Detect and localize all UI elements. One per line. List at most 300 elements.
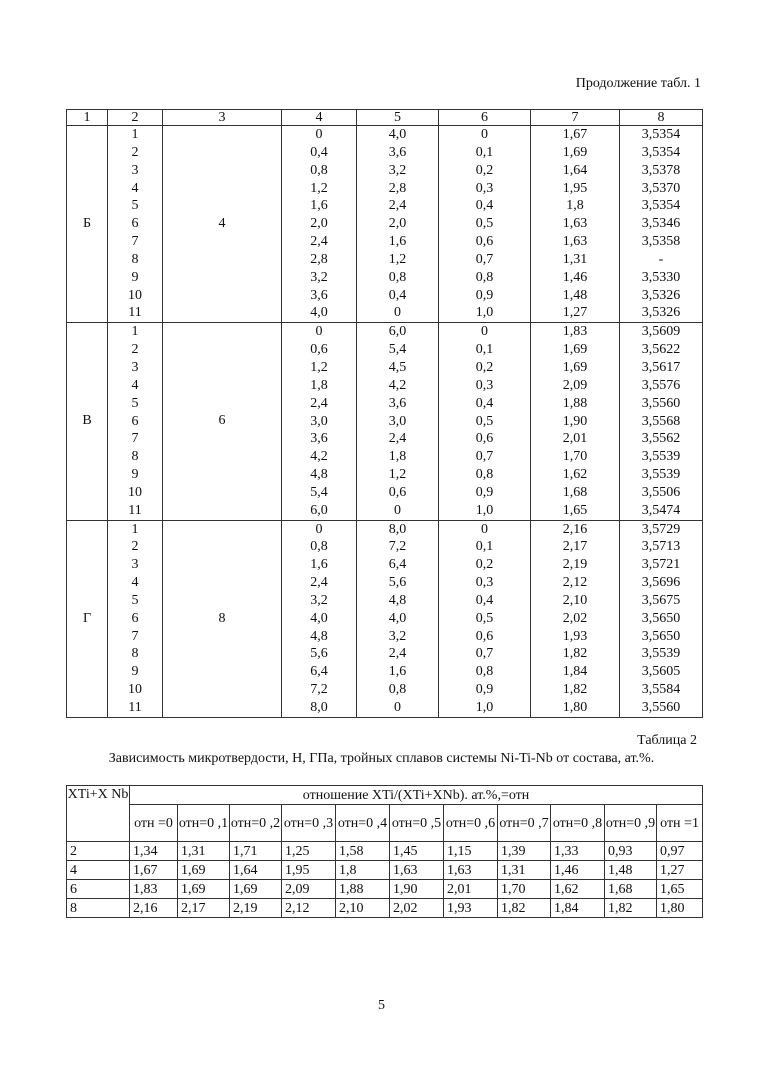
table-cell: 0,8 — [388, 269, 407, 285]
table-cell: 3,5370 — [641, 180, 681, 196]
table-cell: 1,93 — [562, 628, 588, 644]
table-cell: 1,8 — [336, 861, 390, 880]
data-column — [282, 126, 357, 323]
table-cell: 4 — [131, 180, 139, 196]
table-cell: 1,69 — [562, 144, 588, 160]
row-label: 2 — [67, 842, 130, 861]
table-cell: 1,64 — [230, 861, 282, 880]
table-cell: 0,3 — [475, 180, 494, 196]
table-cell: 1,62 — [562, 467, 588, 483]
table-cell: 0,4 — [475, 198, 494, 214]
table-cell: 3,5675 — [641, 592, 681, 608]
table-cell: 1,48 — [605, 861, 657, 880]
table-cell: 0,6 — [475, 431, 494, 447]
table-cell: 2,09 — [562, 377, 588, 393]
row-header: XTi+X Nb — [67, 786, 130, 842]
table-cell: 1,95 — [282, 861, 336, 880]
table-cell: 2,12 — [562, 575, 588, 591]
table-cell: 1,46 — [551, 861, 605, 880]
column-header: 2 — [108, 110, 163, 126]
table-cell: 3,2 — [310, 269, 328, 285]
data-column — [531, 323, 620, 520]
table-cell: 7,2 — [388, 539, 407, 555]
table-cell: 1,82 — [498, 899, 551, 918]
table-cell: 1,82 — [562, 682, 588, 698]
table-cell: 1,67 — [562, 127, 588, 142]
table-cell: 1,69 — [178, 861, 230, 880]
column-header: отн=0 ,9 — [605, 805, 657, 842]
table-cell: 1,48 — [562, 287, 588, 303]
data-column — [620, 126, 703, 323]
table-cell: 1,8 — [566, 198, 584, 214]
table-cell: 3 — [131, 162, 139, 178]
table-cell: 10 — [128, 682, 142, 698]
column-header: 5 — [357, 110, 439, 126]
table-cell: 3,5622 — [641, 342, 681, 358]
table-cell: 7,2 — [310, 682, 328, 698]
table-cell: 0,9 — [475, 484, 494, 500]
row-label: 8 — [67, 899, 130, 918]
table-cell: 7 — [131, 234, 139, 250]
table-cell: 0,1 — [475, 539, 494, 555]
table-cell: 5,6 — [388, 575, 407, 591]
table-cell: 1,8 — [388, 449, 407, 465]
continuation-label: Продолжение табл. 1 — [575, 76, 701, 91]
table-cell: 3,5568 — [641, 413, 681, 429]
table-cell: 0 — [481, 324, 488, 340]
column-header: отн=0 ,1 — [178, 805, 230, 842]
table-cell: 0,6 — [310, 342, 328, 358]
data-column — [439, 323, 531, 520]
table-cell: 3,5326 — [641, 305, 681, 321]
table-cell: 8,0 — [388, 521, 407, 537]
table-cell: 2 — [131, 342, 139, 358]
table-cell: 1,2 — [388, 251, 407, 267]
table-cell: 2,4 — [388, 646, 407, 662]
table-cell: 1,68 — [605, 880, 657, 899]
table-cell: 3,5729 — [641, 521, 681, 537]
table-cell: 2,19 — [230, 899, 282, 918]
table-cell: 3,0 — [310, 413, 328, 429]
data-column — [108, 126, 163, 323]
table-cell: 3,5506 — [641, 484, 681, 500]
group-label: Г — [67, 520, 108, 717]
table-cell: 0 — [481, 127, 488, 142]
group-label: В — [67, 323, 108, 520]
table-cell: 8 — [131, 449, 139, 465]
table-cell: 1,27 — [657, 861, 703, 880]
table-cell: 1,31 — [178, 842, 230, 861]
table-cell: 3,5584 — [641, 682, 681, 698]
table-cell: 0,8 — [475, 664, 494, 680]
table-cell: 3,2 — [388, 628, 407, 644]
data-column — [439, 520, 531, 717]
table-cell: 1,88 — [562, 395, 588, 411]
table-cell: 0,9 — [475, 682, 494, 698]
table-cell: 5,4 — [388, 342, 407, 358]
column-header: отн=0 ,3 — [282, 805, 336, 842]
data-column — [282, 323, 357, 520]
table-cell: 0,7 — [475, 251, 494, 267]
table-cell: 1,15 — [444, 842, 498, 861]
table-cell: 3,5539 — [641, 449, 681, 465]
table-cell: 1,80 — [657, 899, 703, 918]
table-subheader-row — [67, 805, 703, 842]
table-row — [67, 861, 703, 880]
table-cell: 1,64 — [562, 162, 588, 178]
table-cell: 9 — [131, 664, 139, 680]
table-cell: 0,5 — [475, 610, 494, 626]
data-column — [357, 126, 439, 323]
table-cell: 1,58 — [336, 842, 390, 861]
table-cell: 0,8 — [475, 269, 494, 285]
table-cell: 0,5 — [475, 413, 494, 429]
table-cell: 2,17 — [178, 899, 230, 918]
table-cell: 0 — [394, 700, 401, 715]
table-cell: 1,65 — [657, 880, 703, 899]
table-cell: 0,4 — [310, 144, 328, 160]
table-cell: 1,80 — [562, 700, 588, 715]
table-cell: 0,5 — [475, 216, 494, 232]
table-cell: 11 — [128, 700, 142, 715]
table-cell: 0,2 — [475, 557, 494, 573]
table-cell: 6,0 — [388, 324, 407, 340]
table-cell: 1,63 — [562, 234, 588, 250]
table-cell: 1,69 — [562, 342, 588, 358]
table-cell: 2,12 — [282, 899, 336, 918]
table-cell: 1 — [131, 521, 139, 537]
table-cell: 1,6 — [310, 198, 328, 214]
table-cell: 3,5539 — [641, 646, 681, 662]
table-cell: 1,63 — [562, 216, 588, 232]
table-cell: 3,5346 — [641, 216, 681, 232]
column-header: 6 — [439, 110, 531, 126]
table-cell: 1,68 — [562, 484, 588, 500]
table-cell: 2 — [131, 144, 139, 160]
table-cell: 2,16 — [562, 521, 588, 537]
table-cell: 0 — [394, 502, 401, 518]
table-cell: 7 — [131, 431, 139, 447]
table-cell: 2,4 — [388, 431, 407, 447]
table-cell: 4,8 — [310, 467, 328, 483]
row-label: 4 — [67, 861, 130, 880]
table-cell: 1,0 — [475, 700, 494, 715]
table-row — [67, 880, 703, 899]
table-row — [67, 842, 703, 861]
table-cell: 8 — [131, 646, 139, 662]
table-cell: 0,4 — [388, 287, 407, 303]
table-cell: - — [658, 251, 664, 267]
data-column — [282, 520, 357, 717]
table-cell: 4,8 — [310, 628, 328, 644]
table-cell: 5,4 — [310, 484, 328, 500]
table-cell: 3,5562 — [641, 431, 681, 447]
table-cell: 4,2 — [310, 449, 328, 465]
data-column — [439, 126, 531, 323]
table-cell: 1,63 — [444, 861, 498, 880]
table-cell: 1,69 — [178, 880, 230, 899]
page-number: 5 — [378, 998, 385, 1013]
table-cell: 0,1 — [475, 144, 494, 160]
table-cell: 0 — [315, 127, 323, 142]
table-cell: 10 — [128, 287, 142, 303]
table-cell: 3,6 — [310, 287, 328, 303]
table-cell: 2,10 — [336, 899, 390, 918]
table-cell: 0,1 — [475, 342, 494, 358]
table-cell: 1,84 — [551, 899, 605, 918]
table-cell: 0,8 — [475, 467, 494, 483]
table-cell: 0,8 — [388, 682, 407, 698]
table-cell: 1,82 — [605, 899, 657, 918]
table-cell: 3,5576 — [641, 377, 681, 393]
table-cell: 1,71 — [230, 842, 282, 861]
table-cell: 1,34 — [130, 842, 178, 861]
table-cell: 4,0 — [388, 610, 407, 626]
table-row — [67, 899, 703, 918]
table-2 — [66, 785, 703, 918]
column-header: отн=0 ,4 — [336, 805, 390, 842]
table-cell: 1,90 — [562, 413, 588, 429]
table-cell: 1,2 — [310, 359, 328, 375]
table-cell: 1 — [131, 324, 139, 340]
table-cell: 0,93 — [605, 842, 657, 861]
table-cell: 0,7 — [475, 646, 494, 662]
table-cell: 2,09 — [282, 880, 336, 899]
column-header: 4 — [282, 110, 357, 126]
table-cell: 3,5617 — [641, 359, 681, 375]
table-cell: 1,45 — [390, 842, 444, 861]
table-2-caption: Зависимость микротвердости, H, ГПа, тройных сплавов системы Ni-Ti-Nb от состава, ат.%. — [108, 751, 655, 766]
table-cell: 6,0 — [310, 502, 328, 518]
table-cell: 7 — [131, 628, 139, 644]
table-cell: 0,3 — [475, 575, 494, 591]
table-cell: 1,39 — [498, 842, 551, 861]
table-cell: 0 — [315, 324, 323, 340]
table-cell: 0,2 — [475, 359, 494, 375]
table-cell: 0,4 — [475, 395, 494, 411]
table-cell: 1,6 — [388, 234, 407, 250]
table-cell: 1,2 — [310, 180, 328, 196]
table-header-row — [67, 786, 703, 805]
table-cell: 3,5354 — [641, 144, 681, 160]
table-cell: 1,95 — [562, 180, 588, 196]
table-cell: 3,6 — [388, 144, 407, 160]
column-header: 7 — [531, 110, 620, 126]
table-cell: 1,6 — [388, 664, 407, 680]
table-cell: 2,8 — [388, 180, 407, 196]
table-cell: 1,90 — [390, 880, 444, 899]
group-col3: 4 — [163, 126, 282, 323]
group-header: отношение XTi/(XTi+XNb). ат.%,=отн — [130, 786, 703, 805]
group-col3: 6 — [163, 323, 282, 520]
table-cell: 3,5354 — [641, 198, 681, 214]
table-cell: 3,5713 — [641, 539, 681, 555]
table-cell: 1 — [131, 127, 139, 142]
table-cell: 3,5609 — [641, 324, 681, 340]
table-cell: 1,93 — [444, 899, 498, 918]
table-cell: 6,4 — [388, 557, 407, 573]
table-cell: 4,0 — [310, 610, 328, 626]
table-cell: 3,5721 — [641, 557, 681, 573]
table-cell: 0,9 — [475, 287, 494, 303]
table-cell: 1,69 — [562, 359, 588, 375]
table-cell: 3,5326 — [641, 287, 681, 303]
table-cell: 5 — [131, 198, 139, 214]
table-cell: 2,0 — [310, 216, 328, 232]
table-group-row — [67, 323, 703, 520]
table-cell: 3,2 — [310, 592, 328, 608]
table-cell: 3,5358 — [641, 234, 681, 250]
table-cell: 3,5560 — [641, 395, 681, 411]
table-cell: 3,5650 — [641, 628, 681, 644]
table-cell: 2,8 — [310, 251, 328, 267]
table-cell: 1,31 — [562, 251, 588, 267]
table-cell: 1,82 — [562, 646, 588, 662]
table-cell: 4 — [131, 575, 139, 591]
table-cell: 1,27 — [562, 305, 588, 321]
table-cell: 2,02 — [562, 610, 588, 626]
table-cell: 10 — [128, 484, 142, 500]
row-label: 6 — [67, 880, 130, 899]
table-cell: 2,4 — [388, 198, 407, 214]
column-header: отн =0 — [130, 805, 178, 842]
data-column — [531, 126, 620, 323]
table-cell: 0,97 — [657, 842, 703, 861]
column-header: отн=0 ,7 — [498, 805, 551, 842]
table-cell: 3,5605 — [641, 664, 681, 680]
column-header: отн=0 ,2 — [230, 805, 282, 842]
column-header: отн =1 — [657, 805, 703, 842]
table-2-title: Таблица 2 — [637, 733, 697, 748]
table-cell: 9 — [131, 467, 139, 483]
table-cell: 5 — [131, 395, 139, 411]
table-cell: 1,0 — [475, 305, 494, 321]
table-cell: 6 — [131, 413, 139, 429]
table-cell: 0,8 — [310, 162, 328, 178]
table-cell: 4,5 — [388, 359, 407, 375]
data-column — [620, 520, 703, 717]
table-cell: 1,70 — [498, 880, 551, 899]
table-cell: 3,5474 — [641, 502, 681, 518]
table-cell: 1,83 — [130, 880, 178, 899]
table-cell: 1,46 — [562, 269, 588, 285]
table-cell: 4,8 — [388, 592, 407, 608]
table-cell: 3,5560 — [641, 700, 681, 715]
data-column — [620, 323, 703, 520]
table-1 — [66, 109, 703, 718]
column-header: отн=0 ,6 — [444, 805, 498, 842]
table-cell: 3,6 — [388, 395, 407, 411]
data-column — [108, 520, 163, 717]
table-cell: 1,0 — [475, 502, 494, 518]
table-cell: 1,2 — [388, 467, 407, 483]
table-cell: 8,0 — [310, 700, 328, 715]
column-header: 3 — [163, 110, 282, 126]
table-cell: 0,6 — [388, 484, 407, 500]
table-cell: 2,10 — [562, 592, 588, 608]
table-cell: 8 — [131, 251, 139, 267]
table-cell: 6 — [131, 610, 139, 626]
table-cell: 0,6 — [475, 234, 494, 250]
table-cell: 2,19 — [562, 557, 588, 573]
table-cell: 11 — [128, 502, 142, 518]
table-cell: 1,70 — [562, 449, 588, 465]
table-cell: 3,5354 — [641, 127, 681, 142]
table-cell: 2,01 — [444, 880, 498, 899]
table-group-row — [67, 126, 703, 323]
data-column — [357, 323, 439, 520]
table-cell: 3,5650 — [641, 610, 681, 626]
table-cell: 0,4 — [475, 592, 494, 608]
table-cell: 0,7 — [475, 449, 494, 465]
table-cell: 1,25 — [282, 842, 336, 861]
table-cell: 4,0 — [310, 305, 328, 321]
table-cell: 2,4 — [310, 395, 328, 411]
table-cell: 1,33 — [551, 842, 605, 861]
table-cell: 1,63 — [390, 861, 444, 880]
table-cell: 1,8 — [310, 377, 328, 393]
table-cell: 3,6 — [310, 431, 328, 447]
table-cell: 0,8 — [310, 539, 328, 555]
table-cell: 9 — [131, 269, 139, 285]
table-cell: 0,3 — [475, 377, 494, 393]
table-header-row — [67, 110, 703, 126]
table-cell: 1,83 — [562, 324, 588, 340]
table-cell: 2,16 — [130, 899, 178, 918]
table-cell: 1,88 — [336, 880, 390, 899]
table-cell: 4,0 — [388, 127, 407, 142]
table-cell: 2,4 — [310, 234, 328, 250]
table-cell: 1,84 — [562, 664, 588, 680]
table-cell: 4,2 — [388, 377, 407, 393]
table-cell: 4 — [131, 377, 139, 393]
table-cell: 5,6 — [310, 646, 328, 662]
table-cell: 11 — [128, 305, 142, 321]
table-cell: 1,65 — [562, 502, 588, 518]
table-cell: 1,62 — [551, 880, 605, 899]
table-group-row — [67, 520, 703, 717]
table-cell: 3,5696 — [641, 575, 681, 591]
table-cell: 2,0 — [388, 216, 407, 232]
table-cell: 2,02 — [390, 899, 444, 918]
data-column — [531, 520, 620, 717]
table-cell: 0 — [394, 305, 401, 321]
table-cell: 0,2 — [475, 162, 494, 178]
table-cell: 3,5539 — [641, 467, 681, 483]
group-label: Б — [67, 126, 108, 323]
table-cell: 6 — [131, 216, 139, 232]
table-cell: 1,31 — [498, 861, 551, 880]
table-cell: 3,5378 — [641, 162, 681, 178]
table-cell: 2,01 — [562, 431, 588, 447]
data-column — [357, 520, 439, 717]
table-cell: 2,4 — [310, 575, 328, 591]
table-cell: 3,2 — [388, 162, 407, 178]
table-cell: 6,4 — [310, 664, 328, 680]
table-cell: 3,5330 — [641, 269, 681, 285]
table-cell: 3,0 — [388, 413, 407, 429]
table-cell: 3 — [131, 359, 139, 375]
table-cell: 1,6 — [310, 557, 328, 573]
data-column — [108, 323, 163, 520]
column-header: 8 — [620, 110, 703, 126]
group-col3: 8 — [163, 520, 282, 717]
table-cell: 0 — [481, 521, 488, 537]
table-cell: 3 — [131, 557, 139, 573]
table-cell: 2 — [131, 539, 139, 555]
column-header: 1 — [67, 110, 108, 126]
column-header: отн=0 ,8 — [551, 805, 605, 842]
